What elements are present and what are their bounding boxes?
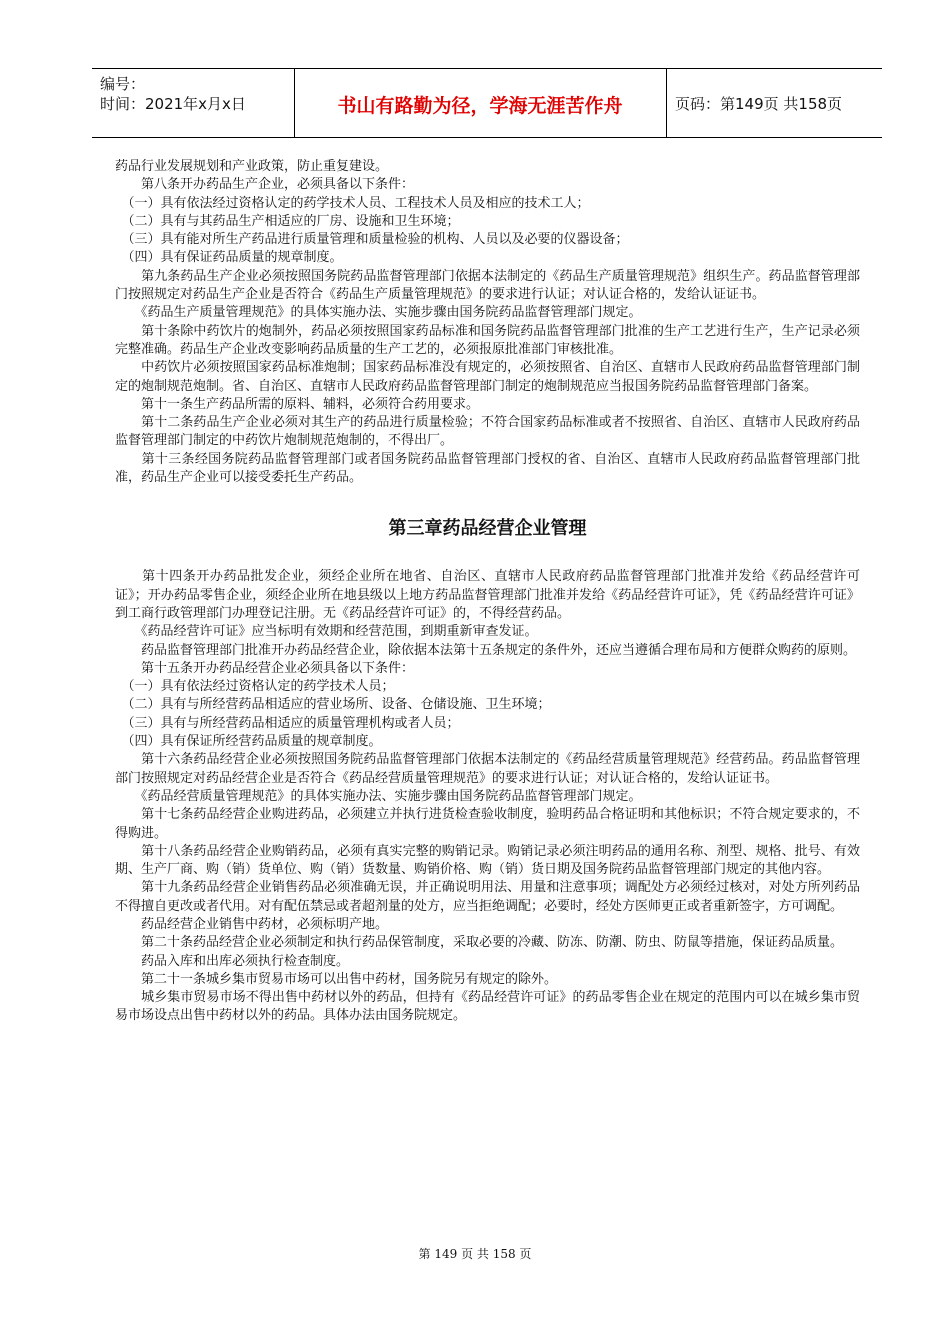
paragraph: 第八条开办药品生产企业，必须具备以下条件：: [115, 177, 415, 193]
paragraph: （二）具有与其药品生产相适应的厂房、设施和卫生环境；: [115, 213, 460, 229]
paragraph: 药品监督管理部门批准开办药品经营企业，除依据本法第十五条规定的条件外，还应当遵循合理布局和方便群众购药的原则。: [115, 642, 857, 658]
paragraph: 《药品生产质量管理规范》的具体实施办法、实施步骤由国务院药品监督管理部门规定。: [115, 305, 642, 321]
paragraph: 第十八条药品经营企业购销药品，必须有真实完整的购销记录。购销记录必须注明药品的通用名称、剂型、规格、批号、有效期、生产厂商、购（销）货单位、购（销）货数量、购销价格、购（销）货日期及国务院药品监督管理部门规定的其他内容。: [115, 843, 860, 878]
document-body: [115, 158, 860, 1026]
paragraph: 第十七条药品经营企业购进药品，必须建立并执行进货检查验收制度，验明药品合格证明和其他标识；不符合规定要求的，不得购进。: [115, 807, 860, 841]
paragraph: 药品经营企业销售中药材，必须标明产地。: [115, 916, 389, 932]
section-before-chapter: [115, 158, 860, 487]
paragraph: 第十五条开办药品经营企业必须具备以下条件：: [115, 660, 415, 676]
header-meta-cell: [92, 69, 295, 137]
header-page-info: 页码：第149页 共158页: [675, 95, 843, 113]
paragraph: 药品行业发展规划和产业政策，防止重复建设。: [115, 159, 389, 174]
paragraph: 第十九条药品经营企业销售药品必须准确无误，并正确说明用法、用量和注意事项；调配处方必须经过核对，对处方所列药品不得擅自更改或者代用。对有配伍禁忌或者超剂量的处方，应当拒绝调配；必要时，经处方医师更正或者重新签字，方可调配。: [115, 880, 860, 914]
paragraph: 中药饮片必须按照国家药品标准炮制；国家药品标准没有规定的，必须按照省、自治区、直辖市人民政府药品监督管理部门制定的炮制规范炮制。省、自治区、直辖市人民政府药品监督管理部门制定的炮制规范应当报国务院药品监督管理部门备案。: [115, 360, 860, 394]
paragraph: 第九条药品生产企业必须按照国务院药品监督管理部门依据本法制定的《药品生产质量管理规范》组织生产。药品监督管理部门按照规定对药品生产企业是否符合《药品生产质量管理规范》的要求进行认证；对认证合格的，发给认证证书。: [115, 268, 860, 303]
paragraph: 第十三条经国务院药品监督管理部门或者国务院药品监督管理部门授权的省、自治区、直辖市人民政府药品监督管理部门批准，药品生产企业可以接受委托生产药品。: [115, 451, 860, 486]
paragraph: （三）具有能对所生产药品进行质量管理和质量检验的机构、人员以及必要的仪器设备；: [115, 232, 629, 248]
paragraph: 城乡集市贸易市场不得出售中药材以外的药品，但持有《药品经营许可证》的药品零售企业在规定的范围内可以在城乡集市贸易市场设点出售中药材以外的药品。具体办法由国务院规定。: [115, 990, 860, 1024]
header-page-cell: [667, 69, 882, 137]
paragraph: 第十四条开办药品批发企业，须经企业所在地省、自治区、直辖市人民政府药品监督管理部门批准并发给《药品经营许可证》；开办药品零售企业，须经企业所在地县级以上地方药品监督管理部门批准并发给《药品经营许可证》，凭《药品经营许可证》到工商行政管理部门办理登记注册。无《药品经营许可证》的，不得经营药品。: [115, 569, 860, 621]
paragraph: （四）具有保证药品质量的规章制度。: [115, 250, 343, 266]
paragraph: 《药品经营质量管理规范》的具体实施办法、实施步骤由国务院药品监督管理部门规定。: [115, 788, 642, 804]
paragraph: 第十一条生产药品所需的原料、辅料，必须符合药用要求。: [115, 396, 480, 412]
document-time-label: 时间：2021年x月x日: [100, 95, 246, 113]
page-footer: 第 149 页 共 158 页: [418, 1247, 532, 1261]
paragraph: 《药品经营许可证》应当标明有效期和经营范围，到期重新审查发证。: [115, 624, 538, 640]
paragraph: （一）具有依法经过资格认定的药学技术人员；: [115, 679, 395, 695]
paragraph: （一）具有依法经过资格认定的药学技术人员、工程技术人员及相应的技术工人；: [115, 195, 590, 211]
paragraph: （二）具有与所经营药品相适应的营业场所、设备、仓储设施、卫生环境；: [115, 697, 551, 713]
header-motto-cell: [294, 69, 667, 137]
paragraph: （三）具有与所经营药品相适应的质量管理机构或者人员；: [115, 715, 460, 731]
paragraph: （四）具有保证所经营药品质量的规章制度。: [115, 734, 382, 750]
section-after-chapter: [115, 568, 860, 1025]
paragraph: 第二十一条城乡集市贸易市场可以出售中药材，国务院另有规定的除外。: [115, 971, 558, 987]
paragraph: 第十二条药品生产企业必须对其生产的药品进行质量检验；不符合国家药品标准或者不按照省、自治区、直辖市人民政府药品监督管理部门制定的中药饮片炮制规范炮制的，不得出厂。: [115, 415, 860, 449]
document-number-label: 编号：: [100, 75, 146, 93]
paragraph: 第十六条药品经营企业必须按照国务院药品监督管理部门依据本法制定的《药品经营质量管理规范》经营药品。药品监督管理部门按照规定对药品经营企业是否符合《药品经营质量管理规范》的要求进行认证；对认证合格的，发给认证证书。: [115, 752, 860, 786]
paragraph: 药品入库和出库必须执行检查制度。: [115, 953, 350, 969]
page-header: [92, 68, 882, 138]
chapter-title: 第三章药品经营企业管理: [388, 518, 587, 540]
header-motto: 书山有路勤为径，学海无涯苦作舟: [337, 95, 623, 117]
paragraph: 第二十条药品经营企业必须制定和执行药品保管制度，采取必要的冷藏、防冻、防潮、防虫、防鼠等措施，保证药品质量。: [115, 935, 844, 951]
paragraph: 第十条除中药饮片的炮制外，药品必须按照国家药品标准和国务院药品监督管理部门批准的生产工艺进行生产，生产记录必须完整准确。药品生产企业改变影响药品质量的生产工艺的，必须报原批准部门审核批准。: [115, 323, 860, 357]
